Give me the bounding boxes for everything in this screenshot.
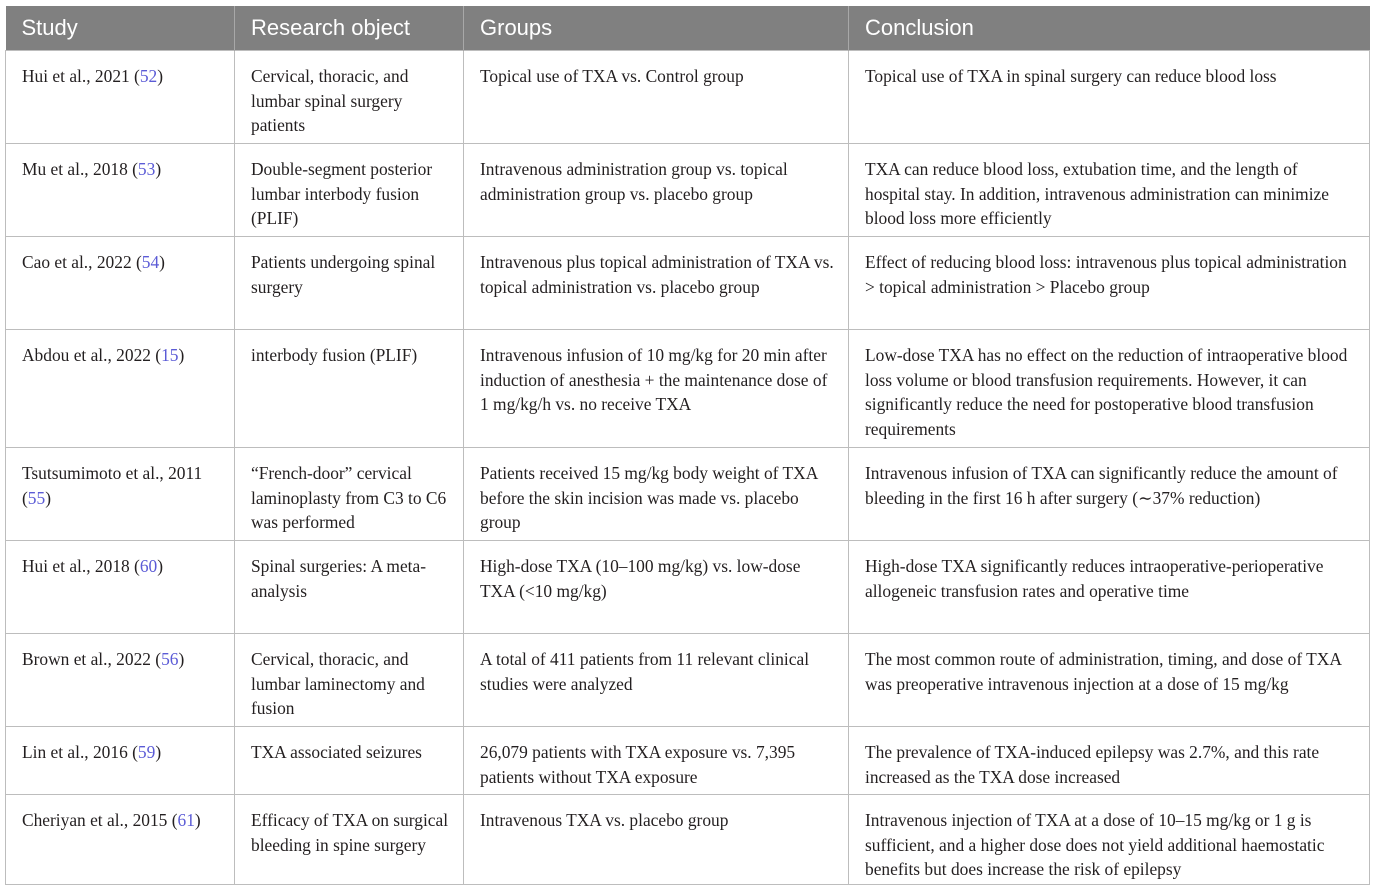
study-cell [6, 541, 235, 634]
groups-cell: Intravenous plus topical administration of TXA vs. topical administration vs. placebo group [464, 237, 849, 330]
close-paren: ) [155, 159, 162, 179]
study-text: Hui et al., 2021 ( [22, 66, 140, 86]
study-cell [6, 448, 235, 541]
reference-link[interactable]: 54 [141, 252, 160, 272]
conclusion-cell: The most common route of administration, timing, and dose of TXA was preoperative intravenous injection at a dose of 15 mg/kg [849, 634, 1370, 727]
close-paren: ) [155, 742, 162, 762]
research-object-cell: TXA associated seizures [235, 727, 464, 795]
table-row [6, 144, 1370, 237]
conclusion-cell: Low-dose TXA has no effect on the reduction of intraoperative blood loss volume or blood transfusion requirements. However, it can significantly reduce the need for postoperative blood transfusion requirements [849, 330, 1370, 448]
studies-table-container [5, 6, 1369, 885]
close-paren: ) [157, 66, 164, 86]
reference-link[interactable]: 61 [177, 810, 195, 830]
reference-link[interactable]: 59 [137, 742, 156, 762]
close-paren: ) [157, 556, 164, 576]
table-row [6, 448, 1370, 541]
reference-link[interactable]: 15 [161, 345, 179, 365]
close-paren: ) [45, 487, 51, 508]
header-research-object: Research object [235, 6, 464, 51]
header-conclusion: Conclusion [849, 6, 1370, 51]
groups-cell: 26,079 patients with TXA exposure vs. 7,395 patients without TXA exposure [464, 727, 849, 795]
header-groups: Groups [464, 6, 849, 51]
study-text: Tsutsumimoto et al., 2011 ( [22, 463, 203, 508]
study-text: Cheriyan et al., 2015 ( [22, 810, 178, 830]
groups-cell: Intravenous administration group vs. topical administration group vs. placebo group [464, 144, 849, 237]
reference-link[interactable]: 55 [27, 487, 46, 508]
research-object-cell: “French-door” cervical laminoplasty from C3 to C6 was performed [235, 448, 464, 541]
table-row [6, 541, 1370, 634]
table-row [6, 51, 1370, 144]
study-text: Hui et al., 2018 ( [22, 556, 140, 576]
header-row [6, 6, 1370, 51]
study-text: Brown et al., 2022 ( [22, 649, 162, 669]
groups-cell: Intravenous TXA vs. placebo group [464, 795, 849, 885]
reference-link[interactable]: 52 [139, 66, 158, 86]
conclusion-cell: The prevalence of TXA-induced epilepsy was 2.7%, and this rate increased as the TXA dose increased [849, 727, 1370, 795]
groups-cell: A total of 411 patients from 11 relevant clinical studies were analyzed [464, 634, 849, 727]
close-paren: ) [178, 649, 185, 669]
study-cell [6, 237, 235, 330]
study-text: Abdou et al., 2022 ( [22, 345, 162, 365]
groups-cell: Intravenous infusion of 10 mg/kg for 20 min after induction of anesthesia + the maintenance dose of 1 mg/kg/h vs. no receive TXA [464, 330, 849, 448]
conclusion-cell: Intravenous injection of TXA at a dose of 10–15 mg/kg or 1 g is sufficient, and a higher dose does not yield additional haemostatic benefits but does increase the risk of epilepsy [849, 795, 1370, 885]
research-object-cell: Spinal surgeries: A meta-analysis [235, 541, 464, 634]
research-object-cell: interbody fusion (PLIF) [235, 330, 464, 448]
table-row [6, 237, 1370, 330]
reference-link[interactable]: 53 [137, 159, 156, 179]
study-cell [6, 144, 235, 237]
reference-link[interactable]: 56 [161, 649, 179, 669]
research-object-cell: Patients undergoing spinal surgery [235, 237, 464, 330]
groups-cell: High-dose TXA (10–100 mg/kg) vs. low-dose TXA (<10 mg/kg) [464, 541, 849, 634]
conclusion-cell: Effect of reducing blood loss: intravenous plus topical administration > topical administration > Placebo group [849, 237, 1370, 330]
conclusion-cell: Topical use of TXA in spinal surgery can reduce blood loss [849, 51, 1370, 144]
header-study: Study [6, 6, 235, 51]
study-cell [6, 330, 235, 448]
study-text: Mu et al., 2018 ( [22, 159, 138, 179]
conclusion-cell: High-dose TXA significantly reduces intraoperative-perioperative allogeneic transfusion rates and operative time [849, 541, 1370, 634]
conclusion-cell: TXA can reduce blood loss, extubation time, and the length of hospital stay. In addition, intravenous administration can minimize blood loss more efficiently [849, 144, 1370, 237]
research-object-cell: Efficacy of TXA on surgical bleeding in spine surgery [235, 795, 464, 885]
research-object-cell: Cervical, thoracic, and lumbar laminectomy and fusion [235, 634, 464, 727]
study-text: Cao et al., 2022 ( [22, 252, 142, 272]
table-body [6, 51, 1370, 885]
close-paren: ) [159, 252, 165, 272]
close-paren: ) [178, 345, 185, 365]
research-object-cell: Double-segment posterior lumbar interbody fusion (PLIF) [235, 144, 464, 237]
conclusion-cell: Intravenous infusion of TXA can significantly reduce the amount of bleeding in the first 16 h after surgery (∼37% reduction) [849, 448, 1370, 541]
study-cell [6, 795, 235, 885]
table-row [6, 634, 1370, 727]
close-paren: ) [194, 810, 201, 830]
reference-link[interactable]: 60 [139, 556, 158, 576]
study-cell [6, 727, 235, 795]
table-row [6, 795, 1370, 885]
groups-cell: Patients received 15 mg/kg body weight of TXA before the skin incision was made vs. placebo group [464, 448, 849, 541]
research-object-cell: Cervical, thoracic, and lumbar spinal surgery patients [235, 51, 464, 144]
groups-cell: Topical use of TXA vs. Control group [464, 51, 849, 144]
table-row [6, 330, 1370, 448]
study-cell [6, 51, 235, 144]
studies-table [5, 6, 1370, 885]
study-cell [6, 634, 235, 727]
table-header [6, 6, 1370, 51]
table-row [6, 727, 1370, 795]
study-text: Lin et al., 2016 ( [22, 742, 138, 762]
